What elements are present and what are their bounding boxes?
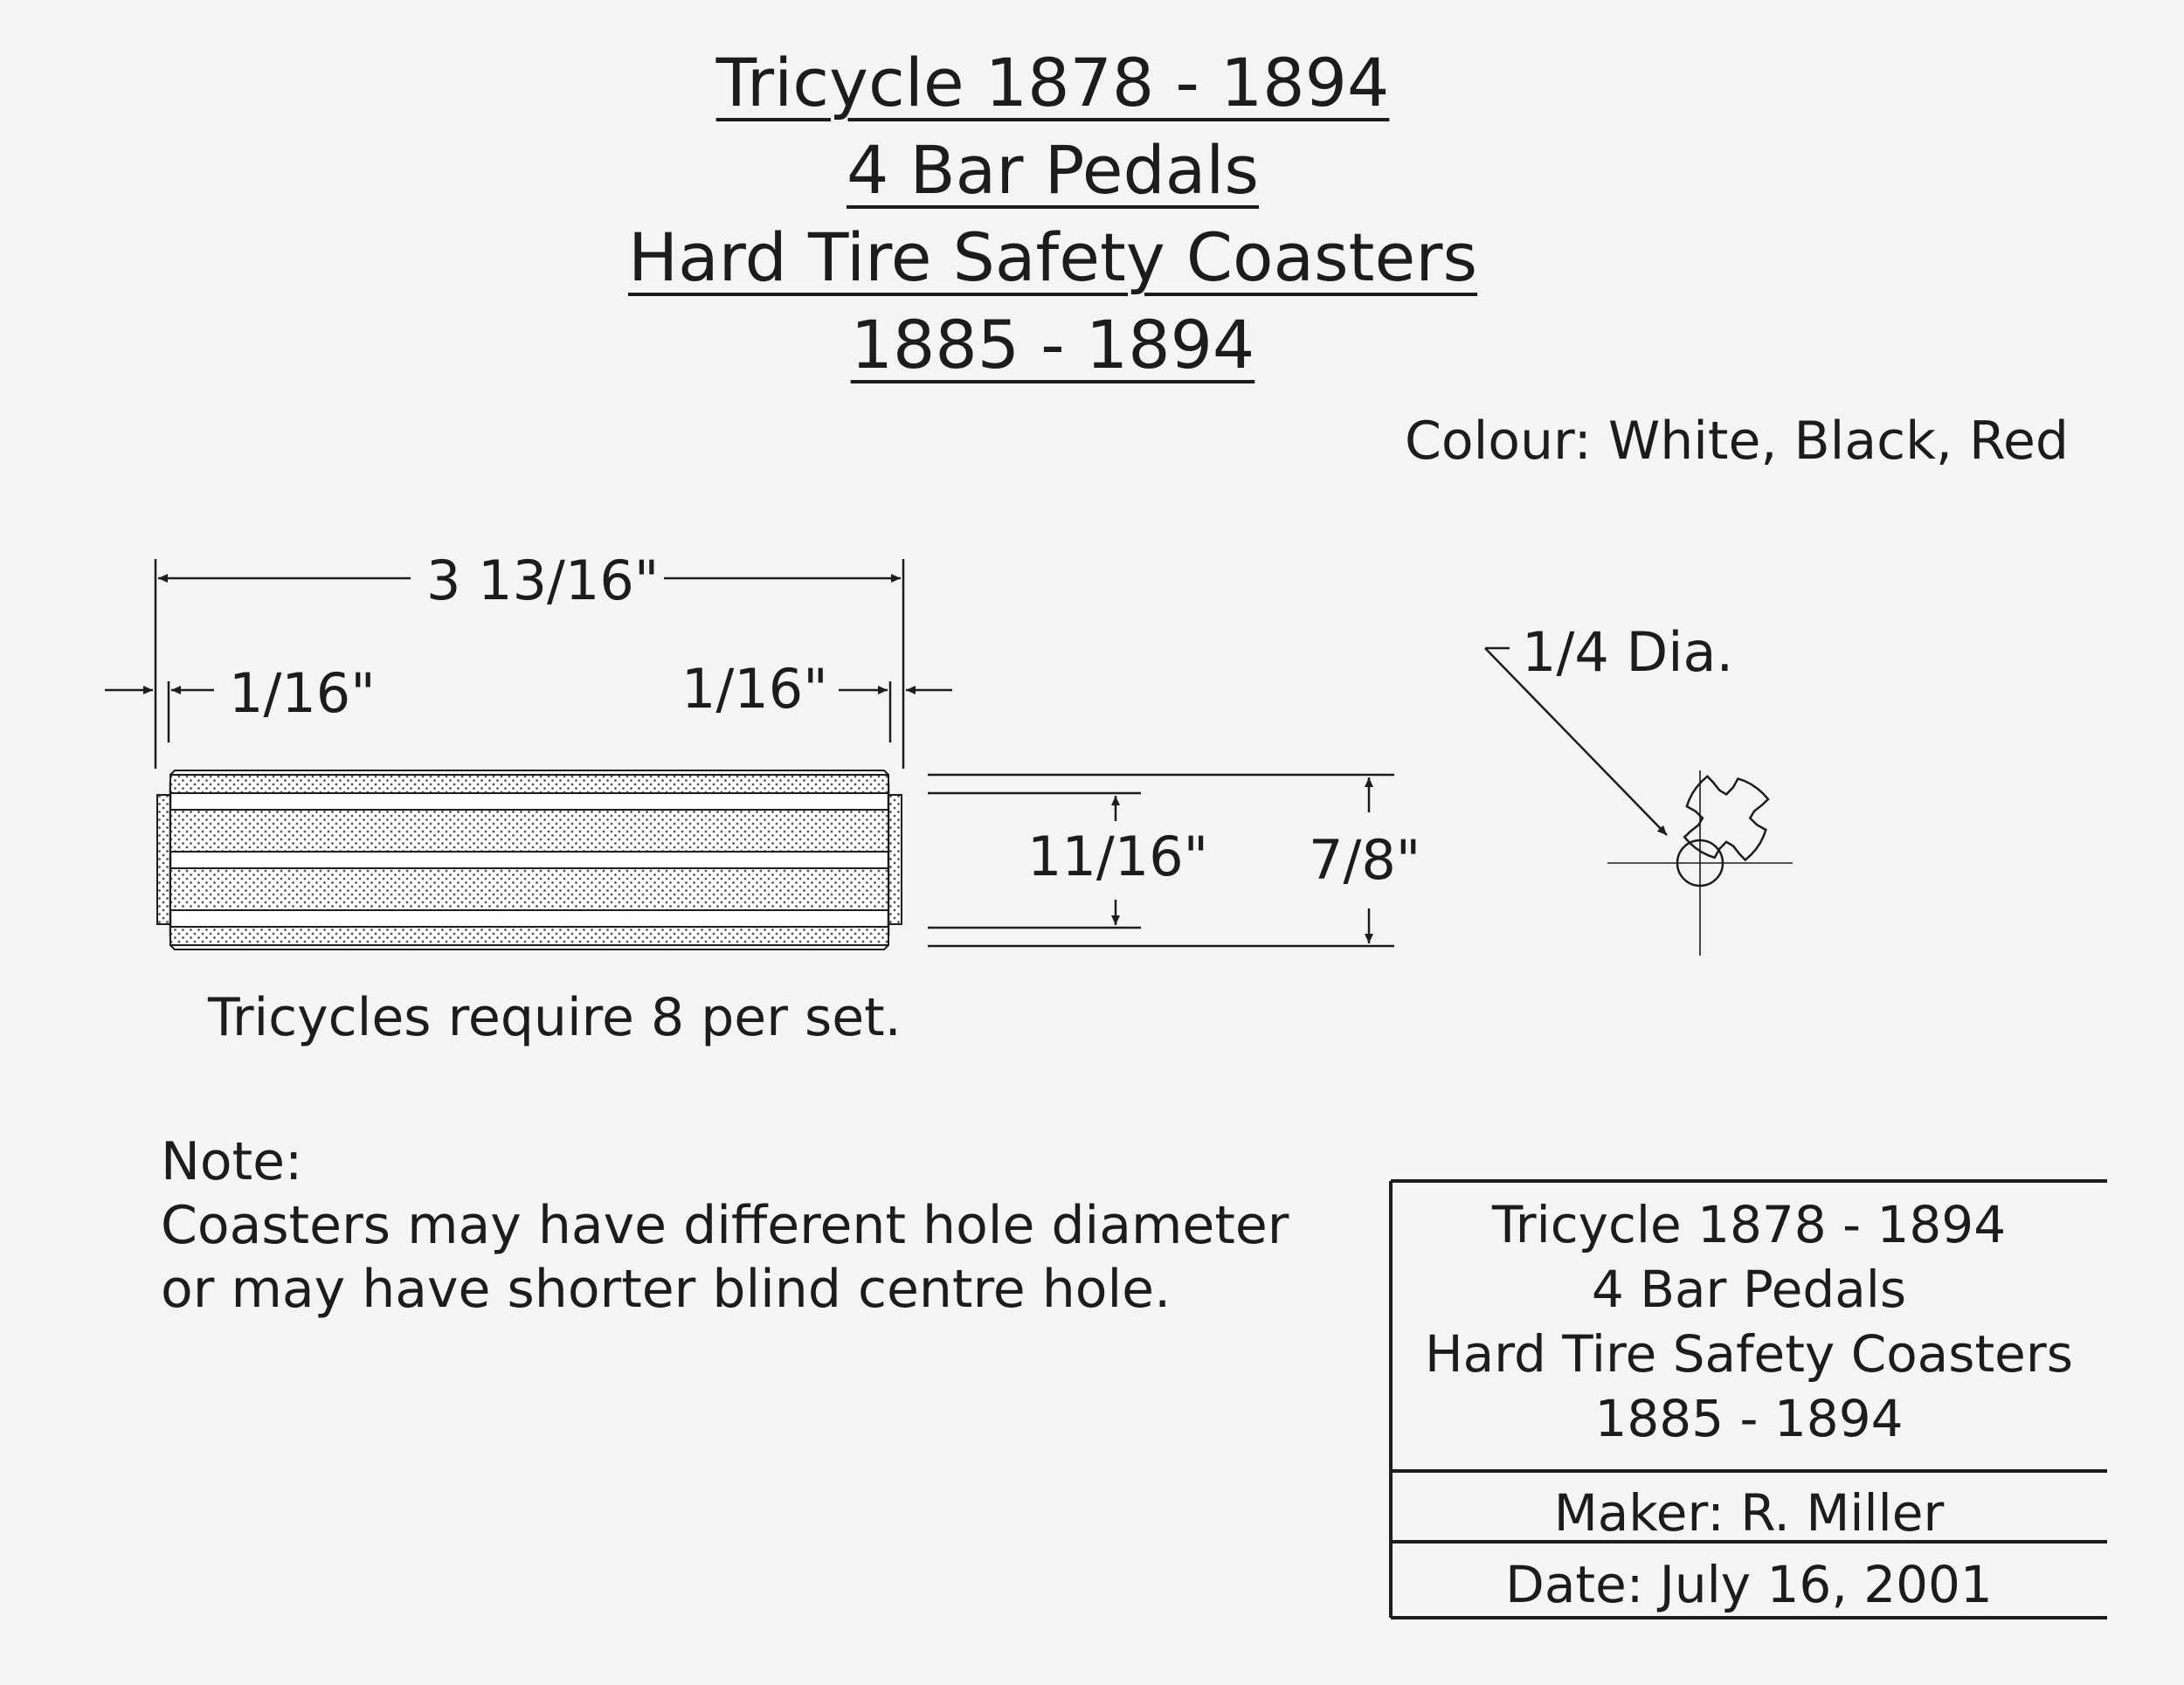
dim-right-end-text: 1/16": [681, 657, 828, 721]
dim-inner-diameter-text: 11/16": [1027, 825, 1209, 888]
dim-overall-text: 3 13/16": [426, 549, 660, 612]
title-line-2: 4 Bar Pedals: [846, 131, 1260, 209]
note-heading: Note:: [161, 1131, 303, 1192]
tb-line-4: 1885 - 1894: [1594, 1389, 1904, 1448]
colour-label: Colour: White, Black, Red: [1405, 411, 2069, 472]
title-line-1: Tricycle 1878 - 1894: [715, 44, 1390, 121]
tb-line-1: Tricycle 1878 - 1894: [1491, 1195, 2007, 1254]
title-block: [1391, 1181, 2107, 1618]
note-line-1: Coasters may have different hole diameter: [161, 1195, 1289, 1256]
tb-line-3: Hard Tire Safety Coasters: [1425, 1324, 2073, 1384]
dim-outer-diameter-text: 7/8": [1309, 828, 1421, 892]
tb-maker: Maker: R. Miller: [1553, 1483, 1945, 1543]
quantity-note: Tricycles require 8 per set.: [208, 987, 902, 1048]
tb-line-2: 4 Bar Pedals: [1591, 1260, 1907, 1319]
title-line-4: 1885 - 1894: [850, 306, 1255, 383]
dim-left-end-text: 1/16": [229, 661, 376, 725]
hole-diameter-text: 1/4 Dia.: [1522, 620, 1734, 684]
title-line-3: Hard Tire Safety Coasters: [627, 218, 1478, 296]
tb-date: Date: July 16, 2001: [1505, 1555, 1993, 1614]
note-line-2: or may have shorter blind centre hole.: [161, 1259, 1171, 1320]
